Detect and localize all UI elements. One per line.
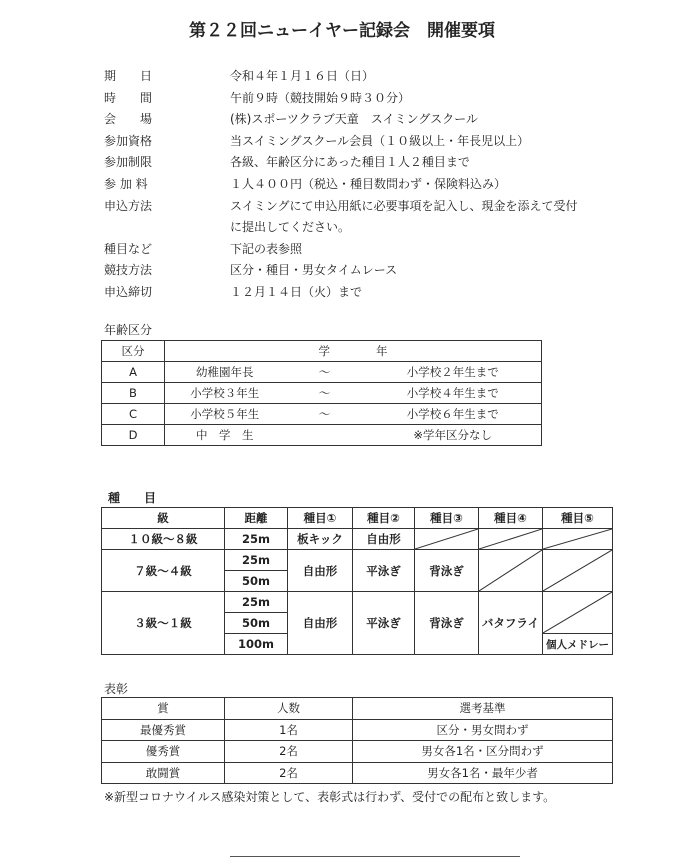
header-event-5: 種目⑤ [543, 508, 613, 529]
event: 個人メドレー [543, 634, 613, 655]
header-distance: 距離 [225, 508, 288, 529]
distance: 100m [225, 634, 288, 655]
table-row [102, 550, 613, 571]
diagonal-slash [479, 529, 542, 549]
info-value: 令和４年１月１６日（日） [230, 69, 375, 83]
events-table [101, 507, 613, 655]
distance: 50m [225, 613, 288, 634]
diagonal-slash [479, 550, 542, 591]
event: 板キック [288, 529, 353, 550]
info-value: スイミングにて申込用紙に必要事項を記入し、現金を添えて受付 [230, 198, 578, 213]
age-to: 小学校６年生まで [365, 404, 542, 425]
empty-cell [479, 529, 543, 550]
distance: 25m [225, 592, 288, 613]
page-title: 第２２回ニューイヤー記録会 開催要項 [189, 21, 495, 41]
info-label: 申込方法 [104, 198, 153, 213]
event: 平泳ぎ [353, 592, 415, 655]
table-row [102, 362, 542, 383]
header-event-1: 種目① [288, 508, 353, 529]
info-label: 参加制限 [104, 155, 153, 170]
table-row [102, 529, 613, 550]
age-to: 小学校２年生まで [365, 362, 542, 383]
awards-note: ※新型コロナウイルス感染対策として、表彰式は行わず、受付での配布と致します。 [104, 790, 556, 804]
event: 自由形 [353, 529, 415, 550]
award-criteria: 男女各1名・区分問わず [353, 741, 613, 763]
info-value: １人４００円（税込・種目数問わず・保険料込み） [230, 177, 507, 191]
table-row [102, 592, 613, 613]
info-value: 区分・種目・男女タイムレース [230, 263, 398, 278]
event: 背泳ぎ [415, 550, 479, 592]
info-label: 種目など [104, 241, 153, 256]
info-value: に提出してください。 [230, 220, 351, 235]
event: バタフライ [479, 592, 543, 655]
info-value: (株)スポーツクラブ天童 スイミングスクール [230, 112, 478, 127]
age-separator: ～ [285, 404, 365, 425]
distance: 50m [225, 571, 288, 592]
table-row [102, 719, 613, 741]
header-event-3: 種目③ [415, 508, 479, 529]
empty-cell [543, 529, 613, 550]
age-header-code: 区分 [102, 341, 165, 362]
info-value: 各級、年齢区分にあった種目１人２種目まで [230, 155, 470, 170]
awards-table [101, 697, 613, 784]
header-award: 賞 [102, 698, 225, 720]
award-criteria: 区分・男女問わず [353, 719, 613, 741]
empty-cell [479, 550, 543, 592]
header-grade: 級 [102, 508, 225, 529]
info-label: 時 間 [104, 90, 153, 105]
event: 背泳ぎ [415, 592, 479, 655]
table-row [102, 383, 542, 404]
info-label: 参 加 料 [104, 177, 148, 191]
award-count: 2名 [225, 762, 353, 784]
age-from: 小学校３年生 [165, 383, 285, 404]
distance: 25m [225, 529, 288, 550]
age-table [101, 340, 542, 446]
age-from: 中 学 生 [165, 425, 285, 446]
grade: ７級～４級 [102, 550, 225, 592]
info-value: 下記の表参照 [230, 241, 303, 256]
age-heading: 年齢区分 [104, 323, 153, 337]
header-count: 人数 [225, 698, 353, 720]
table-row [102, 741, 613, 763]
empty-cell [543, 592, 613, 634]
age-separator [285, 425, 365, 446]
award-name: 敢闘賞 [102, 762, 225, 784]
info-label: 申込締切 [104, 285, 153, 299]
empty-cell [543, 550, 613, 592]
event: 自由形 [288, 550, 353, 592]
events-heading: 種 目 [108, 491, 157, 505]
table-row [102, 404, 542, 425]
info-label: 競技方法 [104, 263, 153, 278]
award-criteria: 男女各1名・最年少者 [353, 762, 613, 784]
grade: １０級～８級 [102, 529, 225, 550]
award-name: 優秀賞 [102, 741, 225, 763]
award-count: 2名 [225, 741, 353, 763]
header-event-2: 種目② [353, 508, 415, 529]
age-to: 小学校４年生まで [365, 383, 542, 404]
age-separator: ～ [285, 383, 365, 404]
awards-heading: 表彰 [104, 682, 129, 696]
info-value: 午前９時（競技開始９時３０分） [230, 90, 411, 105]
info-label: 参加資格 [104, 133, 153, 148]
empty-cell [415, 529, 479, 550]
age-code: D [102, 425, 165, 446]
award-count: 1名 [225, 719, 353, 741]
event: 自由形 [288, 592, 353, 655]
age-code: A [102, 362, 165, 383]
age-code: C [102, 404, 165, 425]
info-value: 当スイミングスクール会員（１０級以上・年長児以上） [230, 133, 530, 148]
info-label: 期 日 [104, 69, 153, 83]
info-value: １２月１４日（火）まで [230, 285, 363, 299]
age-code: B [102, 383, 165, 404]
age-to: ※学年区分なし [365, 425, 542, 446]
diagonal-slash [415, 529, 478, 549]
divider [230, 856, 520, 857]
table-row [102, 762, 613, 784]
info-label: 会 場 [104, 112, 153, 127]
diagonal-slash [543, 592, 612, 633]
award-name: 最優秀賞 [102, 719, 225, 741]
age-from: 幼稚園年長 [165, 362, 285, 383]
diagonal-slash [543, 550, 612, 591]
age-separator: ～ [285, 362, 365, 383]
distance: 25m [225, 550, 288, 571]
table-row [102, 425, 542, 446]
header-criteria: 選考基準 [353, 698, 613, 720]
age-header-grade: 学 年 [165, 341, 542, 362]
grade: ３級～１級 [102, 592, 225, 655]
diagonal-slash [543, 529, 612, 549]
event: 平泳ぎ [353, 550, 415, 592]
age-from: 小学校５年生 [165, 404, 285, 425]
header-event-4: 種目④ [479, 508, 543, 529]
